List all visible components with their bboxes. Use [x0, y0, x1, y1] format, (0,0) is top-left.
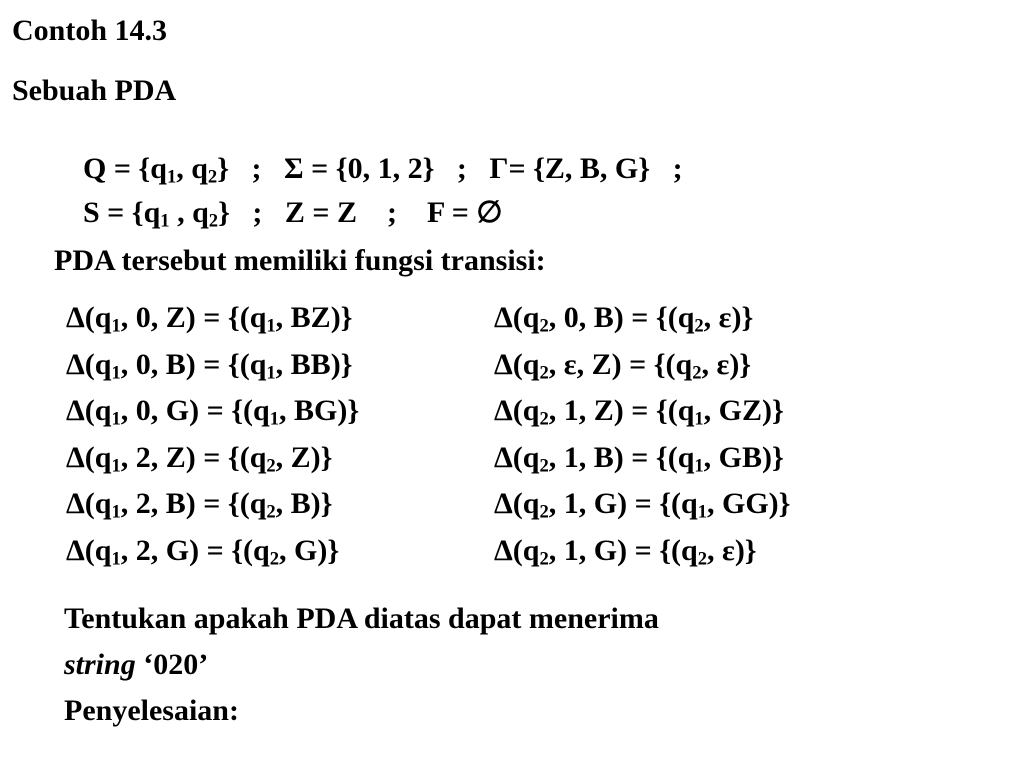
separator: ;: [387, 196, 398, 229]
transition-row: $\Delta(q_2$, 1, $G) = \{(q_2$, ε)}: [494, 533, 757, 570]
transition-heading: PDA tersebut memiliki fungsi transisi:: [54, 244, 546, 277]
stack-alphabet: Γ= {Z, B, G}: [489, 152, 651, 185]
string-value: ‘020’: [135, 648, 209, 681]
definition-line-2: [68, 168, 503, 232]
question-line-1: Tentukan apakah PDA diatas dapat menerima: [64, 602, 659, 635]
transition-row: $\Delta(q_2$, 1, $Z) = \{(q_1$, GZ)}: [494, 394, 784, 430]
start-states-set: $S = \{q_1$ , $q_2$}: [83, 196, 230, 232]
transition-row: $\Delta(q_2$, 1, $G) = \{(q_1$, GG)}: [494, 487, 791, 523]
transition-row: $\Delta(q_1$, 0, $G) = \{(q_1$, BG)}: [66, 394, 360, 430]
string-word: string: [64, 648, 136, 681]
input-alphabet: Σ = {0, 1, 2}: [284, 152, 435, 185]
start-stack-symbol: Z = Z: [284, 196, 358, 229]
slide-title: Contoh 14.3: [12, 14, 168, 47]
separator: ;: [672, 152, 683, 185]
answer-label: Penyelesaian:: [64, 694, 239, 727]
transition-row: $\Delta(q_1$, 0, $B) = \{(q_1$, BB)}: [66, 347, 353, 384]
transition-row: $\Delta(q_1$, 2, $B) = \{(q_2$, B)}: [66, 487, 333, 523]
final-states-set: F = ∅: [427, 196, 503, 229]
question-line-2: [64, 650, 208, 680]
states-set: $Q = \{q_1$, $q_2$}: [83, 152, 230, 188]
transition-row: $\Delta(q_1$, 2, $G) = \{(q_2$, G)}: [66, 533, 340, 570]
separator: ;: [251, 152, 262, 185]
transition-row: $\Delta(q_2$, 1, $B) = \{(q_1$, GB)}: [494, 440, 784, 477]
intro-text: Sebuah PDA: [12, 74, 177, 107]
separator: ;: [456, 152, 467, 185]
transition-row: $\Delta(q_1$, 2, $Z) = \{(q_2$, Z)}: [66, 440, 333, 477]
transition-row: $\Delta(q_2$, ε, $Z) = \{(q_2$, ε)}: [494, 347, 752, 384]
separator: ;: [252, 196, 263, 229]
transition-row: $\Delta(q_2$, 0, $B) = \{(q_2$, ε)}: [494, 301, 754, 337]
transition-row: $\Delta(q_1$, 0, $Z) = \{(q_1$, BZ)}: [66, 301, 353, 337]
